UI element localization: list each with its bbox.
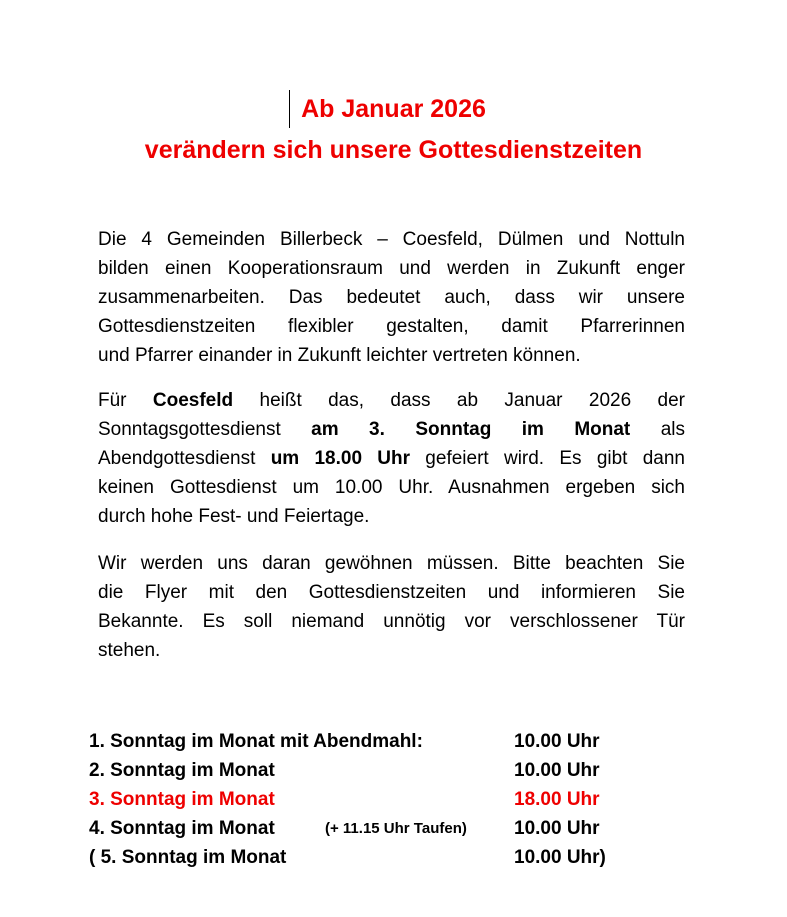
heading-line-1: Ab Januar 2026 xyxy=(301,95,486,123)
schedule-time: 10.00 Uhr xyxy=(514,760,600,781)
schedule-label: 2. Sonntag im Monat xyxy=(89,760,275,781)
bold-time: um 18.00 Uhr xyxy=(270,448,411,469)
bold-coesfeld: Coesfeld xyxy=(152,390,234,411)
paragraph-line xyxy=(98,415,685,444)
text-run: Sonntagsgottesdienst xyxy=(98,419,312,440)
schedule-label: ( 5. Sonntag im Monat xyxy=(89,847,287,868)
paragraph-coesfeld xyxy=(98,386,685,531)
schedule-row-highlighted xyxy=(89,785,649,814)
schedule-row xyxy=(89,756,649,785)
paragraph-line xyxy=(98,444,685,473)
service-schedule xyxy=(89,727,649,872)
text-run: heißt das, dass ab Januar 2026 der xyxy=(233,390,685,411)
paragraph-line: stehen. xyxy=(98,640,161,661)
paragraph-line: Wir werden uns daran gewöhnen müssen. Bitte beachten Sie xyxy=(98,553,685,574)
text-run: gefeiert wird. Es gibt dann xyxy=(410,448,685,469)
paragraph-kooperationsraum xyxy=(98,225,685,370)
paragraph-line: Gottesdienstzeiten flexibler gestalten, damit Pfarrerinnen xyxy=(98,316,685,337)
schedule-note: (+ 11.15 Uhr Taufen) xyxy=(325,820,467,837)
schedule-label: 1. Sonntag im Monat mit Abendmahl: xyxy=(89,731,423,752)
schedule-row xyxy=(89,727,649,756)
text-run: Für xyxy=(98,390,153,411)
schedule-row xyxy=(89,814,649,843)
paragraph-line: Bekannte. Es soll niemand unnötig vor verschlossener Tür xyxy=(98,611,685,632)
schedule-time: 10.00 Uhr) xyxy=(514,847,606,868)
text-run: Abendgottesdienst xyxy=(98,448,271,469)
paragraph-line: durch hohe Fest- und Feiertage. xyxy=(98,506,370,527)
text-run: als xyxy=(630,419,685,440)
paragraph-line: bilden einen Kooperationsraum und werden in Zukunft enger xyxy=(98,258,685,279)
bold-third-sunday: am 3. Sonntag im Monat xyxy=(311,419,631,440)
schedule-label: 3. Sonntag im Monat xyxy=(89,789,275,810)
paragraph-line: keinen Gottesdienst um 10.00 Uhr. Ausnahmen ergeben sich xyxy=(98,477,685,498)
paragraph-line: zusammenarbeiten. Das bedeutet auch, dass wir unsere xyxy=(98,287,685,308)
schedule-time: 18.00 Uhr xyxy=(514,789,600,810)
schedule-row xyxy=(89,843,649,872)
heading-line-2: verändern sich unsere Gottesdienstzeiten xyxy=(144,136,643,164)
paragraph-line xyxy=(98,386,685,415)
schedule-time: 10.00 Uhr xyxy=(514,818,600,839)
paragraph-line: und Pfarrer einander in Zukunft leichter vertreten können. xyxy=(98,345,581,366)
paragraph-gewoehnen xyxy=(98,549,685,665)
paragraph-line: Die 4 Gemeinden Billerbeck – Coesfeld, Dülmen und Nottuln xyxy=(98,229,685,250)
schedule-time: 10.00 Uhr xyxy=(514,731,600,752)
schedule-label: 4. Sonntag im Monat xyxy=(89,818,275,839)
paragraph-line: die Flyer mit den Gottesdienstzeiten und informieren Sie xyxy=(98,582,685,603)
